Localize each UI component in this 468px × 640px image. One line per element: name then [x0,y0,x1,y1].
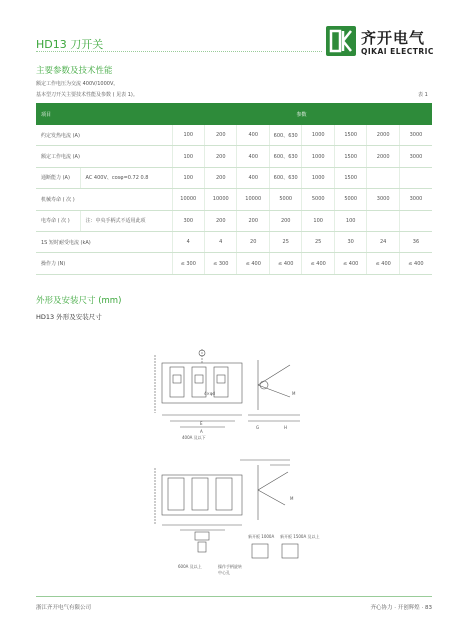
table-cell: 200 [205,210,237,231]
table-cell: 3000 [399,189,432,210]
footer-rule [36,596,432,597]
table-cell: 200 [237,210,269,231]
table-cell [399,167,432,188]
table-header-row [36,103,432,125]
table-row [36,231,432,252]
table-cell: 1500 [334,167,366,188]
params-table [36,103,432,275]
brand-name-cn: 齐开电气 [361,29,426,47]
table-cell: 4 [172,231,204,252]
drawing-caption-handle: 操作手柄旋转 [218,564,242,569]
table-cell: ≤ 400 [334,253,366,274]
drawing-caption-600a: 600A 及以上 [178,564,202,569]
table-cell [367,210,399,231]
section-heading-dimensions: 外形及安装尺寸 (mm) [36,296,122,306]
table-cell: 200 [205,146,237,167]
table-cell: 3000 [367,189,399,210]
row-label: 通断能力 (A) [36,167,80,188]
dimension-drawing [140,335,340,585]
table-cell: 5000 [269,189,301,210]
row-label: 约定发热电流 (A) [36,125,172,146]
table-cell: 200 [205,125,237,146]
table-cell: 100 [172,125,204,146]
table-cell: 600、630 [269,125,301,146]
table-cell: ≤ 400 [269,253,301,274]
table-cell: 10000 [172,189,204,210]
table-cell: 400 [237,167,269,188]
dim-label-M2: M [290,496,294,501]
table-cell: 3000 [399,146,432,167]
table-cell: 100 [172,167,204,188]
table-cell: 1000 [302,125,334,146]
dim-label-E: E [200,421,203,426]
table-cell: ≤ 400 [302,253,334,274]
dim-label-M: M [292,391,296,396]
page-title: HD13 刀开关 [36,38,104,51]
dim-label-H: H [284,425,288,430]
dim-label-G: G [256,425,260,430]
table-cell: 20 [237,231,269,252]
table-cell: ≤ 400 [399,253,432,274]
table-cell: 2000 [367,125,399,146]
drawing-400a [155,349,300,440]
table-cell: 400 [237,125,269,146]
table-cell: 100 [302,210,334,231]
dim-label-A: A [200,429,203,434]
section-heading-params: 主要参数及技术性能 [36,66,113,76]
drawing-caption-handle-hole: 中心孔 [218,570,230,575]
table-cell: 5000 [302,189,334,210]
table-row [36,125,432,146]
table-cell: 36 [399,231,432,252]
note-basic-type: 基本型刀开关主要技术性能及参数 ( 见表 1)。 [36,92,138,98]
drawing-subheading: HD13 外形及安装尺寸 [36,313,102,321]
footer-company: 浙江齐开电气有限公司 [36,605,92,611]
label-break-1500a: 新开板 1500A 及以上 [280,534,320,539]
table-cell: 1000 [302,167,334,188]
drawing-caption-400a: 400A 及以下 [182,435,206,440]
table-row [36,189,432,210]
table-cell: 24 [367,231,399,252]
table-cell: 2000 [367,146,399,167]
table-cell: 3000 [399,125,432,146]
table-cell: 200 [205,167,237,188]
table-cell: 10000 [205,189,237,210]
row-label: 额定工作电流 (A) [36,146,172,167]
table-row [36,253,432,274]
table-cell: 4 [205,231,237,252]
table-cell: 25 [269,231,301,252]
table-cell: 300 [172,210,204,231]
table-cell: ≤ 400 [367,253,399,274]
dim-label-d: 4×φd [204,391,216,396]
table-cell: 100 [172,146,204,167]
table-cell: ≤ 300 [205,253,237,274]
table-cell: 10000 [237,189,269,210]
row-sublabel: AC 400V、cosφ=0.72 0.8 [80,167,172,188]
table-cell: 30 [334,231,366,252]
table-cell [399,210,432,231]
logo-icon [326,26,356,56]
table-cell: 5000 [334,189,366,210]
row-label: 电寿命 ( 次 ) [36,210,80,231]
table-number: 表 1 [418,92,428,98]
table-cell: ≤ 400 [237,253,269,274]
table-cell: 1500 [334,146,366,167]
table-cell: 1000 [302,146,334,167]
table-cell: 600、630 [269,167,301,188]
drawing-600a [155,460,319,575]
table-header-params: 参数 [172,103,432,125]
table-row [36,146,432,167]
label-break-1000a: 新开板 1000A [248,534,275,539]
table-cell: 1500 [334,125,366,146]
row-label: 1S 短时耐受电流 (kA) [36,231,172,252]
row-label: 操作力 (N) [36,253,172,274]
footer-slogan: 齐心协力 · 开创辉煌 · 83 [370,605,432,611]
header-rule [36,51,322,52]
table-cell: 600、630 [269,146,301,167]
row-label: 机械寿命 ( 次 ) [36,189,172,210]
table-row [36,210,432,231]
row-sublabel: 注：中央手柄式不适用此项 [80,210,172,231]
table-cell: 25 [302,231,334,252]
table-cell: 200 [269,210,301,231]
table-row [36,167,432,188]
brand-name-en: QIKAI ELECTRIC [361,47,434,56]
note-voltage: 额定工作电压为交流 400V/1000V。 [36,81,119,87]
table-cell: ≤ 300 [172,253,204,274]
table-header-item: 项目 [36,103,172,125]
table-cell [367,167,399,188]
table-cell: 400 [237,146,269,167]
table-cell: 100 [334,210,366,231]
